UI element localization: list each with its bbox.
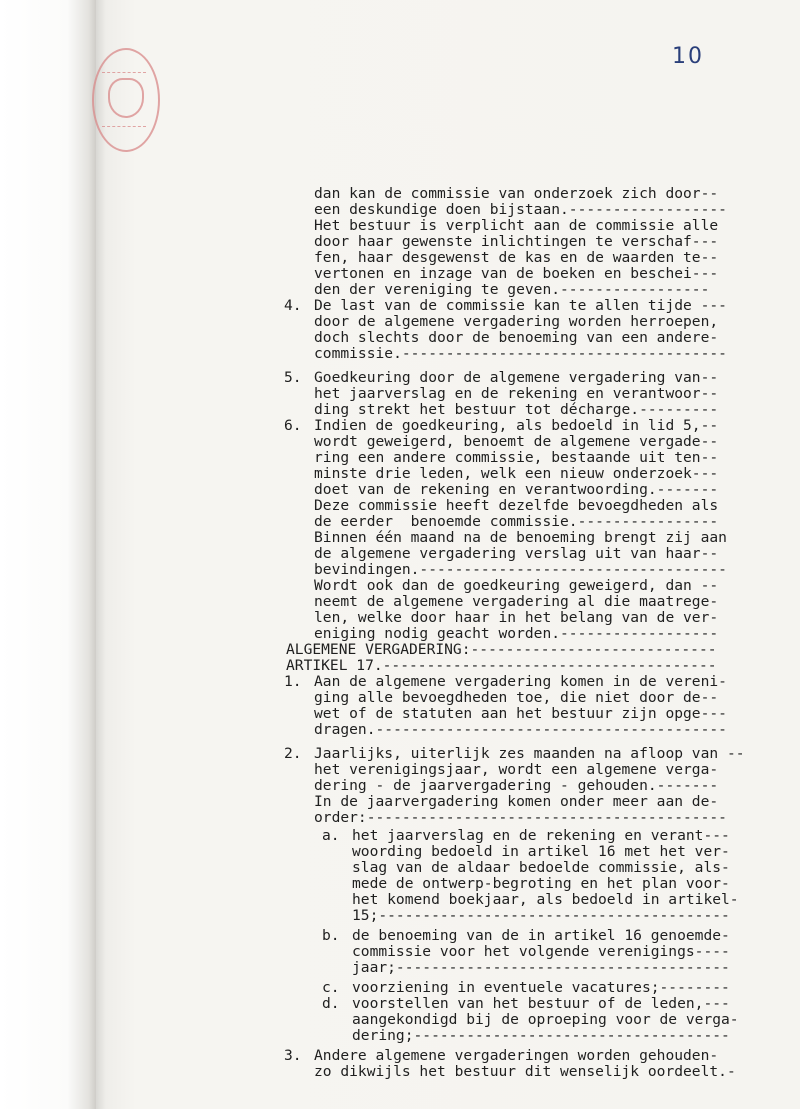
list-number: 6. bbox=[284, 418, 302, 434]
text-line: Goedkeuring door de algemene vergadering van-- bbox=[314, 370, 719, 386]
text-line: door de algemene vergadering worden herroepen, bbox=[314, 314, 719, 330]
text-line: Het bestuur is verplicht aan de commissie alle bbox=[314, 218, 719, 234]
text-line: De last van de commissie kan te allen tijde --- bbox=[314, 298, 727, 314]
text-line: dragen.---------------------------------------- bbox=[314, 722, 727, 738]
text-line: wordt geweigerd, benoemt de algemene vergade-- bbox=[314, 434, 719, 450]
text-line: order:----------------------------------------- bbox=[314, 810, 727, 826]
page-number: 10 bbox=[672, 44, 704, 69]
text-line: doch slechts door de benoeming van een andere- bbox=[314, 330, 719, 346]
text-line: commissie voor het volgende verenigings---- bbox=[352, 944, 730, 960]
text-line: fen, haar desgewenst de kas en de waarden te-- bbox=[314, 250, 719, 266]
list-number: 4. bbox=[284, 298, 302, 314]
section-heading: ALGEMENE VERGADERING:---------------------------- bbox=[286, 642, 717, 658]
text-line: 15;---------------------------------------- bbox=[352, 908, 730, 924]
text-line: jaar;-------------------------------------- bbox=[352, 960, 730, 976]
text-line: voorstellen van het bestuur of de leden,--- bbox=[352, 996, 730, 1012]
text-line: Wordt ook dan de goedkeuring geweigerd, dan -- bbox=[314, 578, 719, 594]
text-line: voorziening in eventuele vacatures;-------- bbox=[352, 980, 730, 996]
list-number: 1. bbox=[284, 674, 302, 690]
text-line: eniging nodig geacht worden.------------------ bbox=[314, 626, 719, 642]
text-line: ring een andere commissie, bestaande uit ten-- bbox=[314, 450, 719, 466]
sublist-letter: a. bbox=[322, 828, 340, 844]
text-line: ging alle bevoegdheden toe, die niet door de-- bbox=[314, 690, 719, 706]
text-line: woording bedoeld in artikel 16 met het ver- bbox=[352, 844, 730, 860]
list-number: 5. bbox=[284, 370, 302, 386]
text-line: door haar gewenste inlichtingen te verschaf--- bbox=[314, 234, 719, 250]
text-line: de algemene vergadering verslag uit van haar-- bbox=[314, 546, 719, 562]
text-line: dering;------------------------------------ bbox=[352, 1028, 730, 1044]
text-line: commissie.------------------------------------- bbox=[314, 346, 727, 362]
article-heading: ARTIKEL 17.-------------------------------------- bbox=[286, 658, 717, 674]
text-line: de eerder benoemde commissie.---------------- bbox=[314, 514, 719, 530]
text-line: slag van de aldaar bedoelde commissie, als- bbox=[352, 860, 730, 876]
text-line: Jaarlijks, uiterlijk zes maanden na afloop van -- bbox=[314, 746, 745, 762]
list-number: 2. bbox=[284, 746, 302, 762]
text-line: het jaarverslag en de rekening en verantwoor-- bbox=[314, 386, 719, 402]
text-line: het jaarverslag en de rekening en verant--- bbox=[352, 828, 730, 844]
text-line: een deskundige doen bijstaan.------------------ bbox=[314, 202, 727, 218]
text-line: Binnen één maand na de benoeming brengt zij aan bbox=[314, 530, 727, 546]
sublist-letter: d. bbox=[322, 996, 340, 1012]
text-line: aangekondigd bij de oproeping voor de verga- bbox=[352, 1012, 739, 1028]
text-line: In de jaarvergadering komen onder meer aan de- bbox=[314, 794, 719, 810]
text-line: het verenigingsjaar, wordt een algemene verga- bbox=[314, 762, 719, 778]
text-line: dering - de jaarvergadering - gehouden.------- bbox=[314, 778, 719, 794]
text-line: zo dikwijls het bestuur dit wenselijk oordeelt.- bbox=[314, 1064, 736, 1080]
text-line: Andere algemene vergaderingen worden gehouden- bbox=[314, 1048, 719, 1064]
text-line: doet van de rekening en verantwoording.------- bbox=[314, 482, 719, 498]
text-line: ding strekt het bestuur tot décharge.--------- bbox=[314, 402, 719, 418]
text-line: vertonen en inzage van de boeken en beschei--- bbox=[314, 266, 719, 282]
text-line: bevindingen.----------------------------------- bbox=[314, 562, 727, 578]
text-line: minste drie leden, welk een nieuw onderzoek--- bbox=[314, 466, 719, 482]
text-line: Indien de goedkeuring, als bedoeld in lid 5,-- bbox=[314, 418, 719, 434]
text-line: mede de ontwerp-begroting en het plan voor- bbox=[352, 876, 730, 892]
text-line: de benoeming van de in artikel 16 genoemde- bbox=[352, 928, 730, 944]
text-line: Deze commissie heeft dezelfde bevoegdheden als bbox=[314, 498, 719, 514]
sublist-letter: b. bbox=[322, 928, 340, 944]
text-line: Aan de algemene vergadering komen in de vereni- bbox=[314, 674, 727, 690]
sublist-letter: c. bbox=[322, 980, 340, 996]
text-line: dan kan de commissie van onderzoek zich door-- bbox=[314, 186, 719, 202]
text-line: het komend boekjaar, als bedoeld in artikel- bbox=[352, 892, 739, 908]
list-number: 3. bbox=[284, 1048, 302, 1064]
text-line: len, welke door haar in het belang van de ver- bbox=[314, 610, 719, 626]
text-line: wet of de statuten aan het bestuur zijn opge--- bbox=[314, 706, 727, 722]
text-line: den der vereniging te geven.----------------- bbox=[314, 282, 710, 298]
text-line: neemt de algemene vergadering al die maatrege- bbox=[314, 594, 719, 610]
